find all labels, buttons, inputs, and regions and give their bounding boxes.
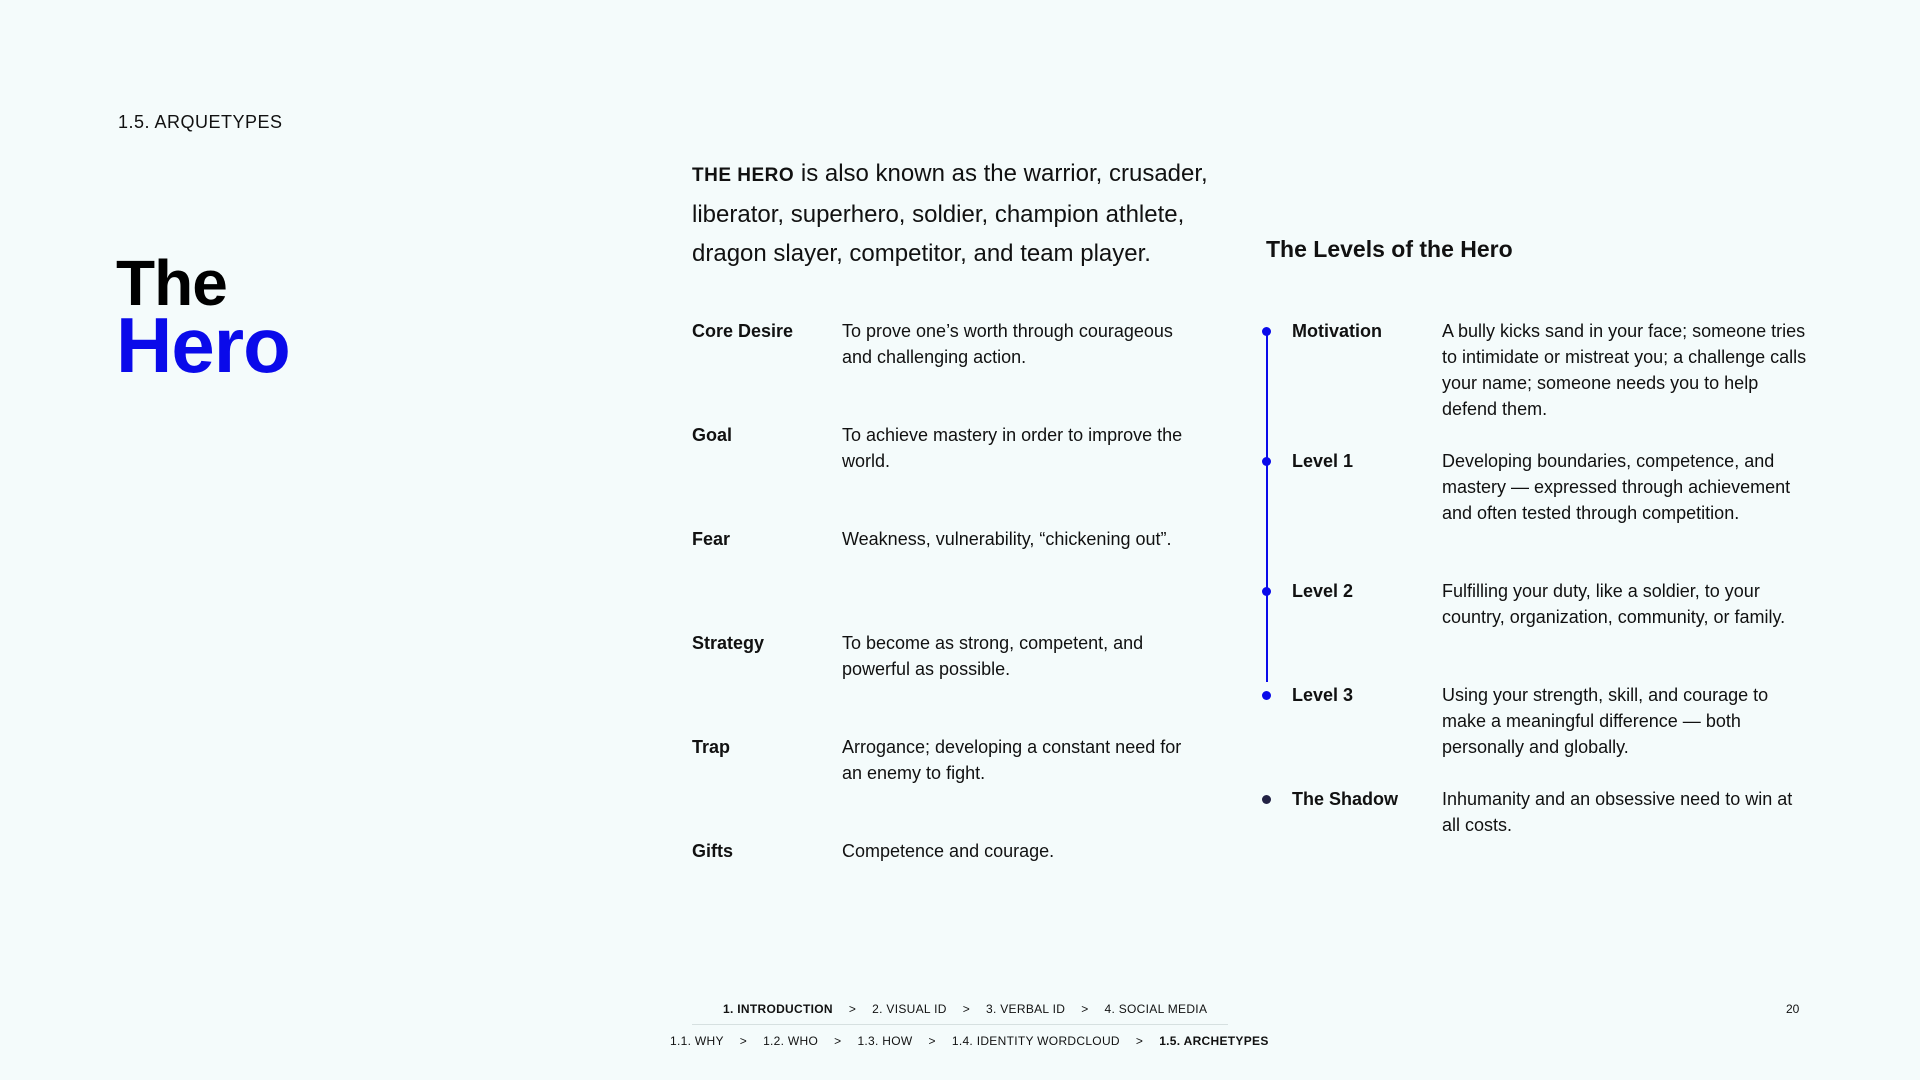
level-value: Developing boundaries, competence, and mastery — expressed through achievement and often tested through competition.: [1442, 451, 1791, 523]
timeline-dot-icon: [1262, 327, 1271, 336]
section-label: 1.5. ARQUETYPES: [118, 112, 283, 132]
nav-visual-id[interactable]: 2. VISUAL ID: [872, 1002, 947, 1016]
nav-separator: >: [848, 1002, 857, 1016]
trait-value: Competence and courage.: [842, 841, 1055, 861]
nav-separator: >: [834, 1034, 842, 1048]
trait-core-desire: [692, 318, 1212, 422]
level-value: A bully kicks sand in your face; someone tries to intimidate or mistreat you; a challenge calls your name; someone needs you to help defend them.: [1442, 321, 1807, 419]
nav-verbal-id[interactable]: 3. VERBAL ID: [986, 1002, 1066, 1016]
trait-label: Trap: [692, 737, 731, 757]
level-label: Motivation: [1292, 321, 1382, 341]
trait-value: To prove one’s worth through courageous and challenging action.: [842, 321, 1173, 367]
trait-label: Strategy: [692, 633, 765, 653]
trait-fear: [692, 526, 1212, 630]
levels-timeline: [1262, 318, 1822, 890]
timeline-dot-icon: [1262, 587, 1271, 596]
level-label: Level 2: [1292, 581, 1354, 601]
level-label: Level 3: [1292, 685, 1354, 705]
nav-social-media[interactable]: 4. SOCIAL MEDIA: [1104, 1002, 1208, 1016]
level-value: Using your strength, skill, and courage to make a meaningful difference — both personally and globally.: [1442, 685, 1769, 757]
nav-separator: >: [1081, 1002, 1089, 1016]
page-number: 20: [1786, 1002, 1800, 1016]
level-value: Inhumanity and an obsessive need to win at all costs.: [1442, 789, 1793, 835]
level-label: The Shadow: [1292, 789, 1399, 809]
nav-separator: >: [928, 1034, 936, 1048]
nav-how[interactable]: 1.3. HOW: [857, 1034, 913, 1048]
level-motivation: [1262, 318, 1822, 448]
timeline-dot-icon: [1262, 457, 1271, 466]
nav-who[interactable]: 1.2. WHO: [763, 1034, 819, 1048]
trait-gifts: [692, 838, 1212, 942]
shadow-dot-icon: [1262, 795, 1271, 804]
nav-why[interactable]: 1.1. WHY: [670, 1034, 724, 1048]
nav-separator: >: [739, 1034, 748, 1048]
trait-value: Arrogance; developing a constant need for an enemy to fight.: [842, 737, 1182, 783]
nav-divider: [692, 1024, 1228, 1025]
levels-title: The Levels of the Hero: [1266, 236, 1513, 262]
title-line-2: Hero: [116, 301, 290, 390]
trait-label: Fear: [692, 529, 731, 549]
level-shadow: [1262, 786, 1822, 890]
trait-strategy: [692, 630, 1212, 734]
trait-label: Gifts: [692, 841, 734, 861]
level-3: [1262, 682, 1822, 786]
trait-value: To achieve mastery in order to improve the world.: [842, 425, 1183, 471]
traits-list: [692, 318, 1212, 942]
secondary-nav: [670, 1034, 1269, 1048]
intro-text: is also known as the warrior, crusader, liberator, superhero, soldier, champion athlete, dragon slayer, competitor, and team player.: [692, 160, 1208, 267]
trait-value: Weakness, vulnerability, “chickening out”.: [842, 529, 1172, 549]
title-line-1: The: [116, 247, 227, 319]
nav-introduction[interactable]: 1. INTRODUCTION: [723, 1002, 833, 1016]
level-1: [1262, 448, 1822, 578]
level-value: Fulfilling your duty, like a soldier, to your country, organization, community, or family.: [1442, 581, 1786, 627]
primary-nav: [723, 1002, 1207, 1016]
trait-value: To become as strong, competent, and powerful as possible.: [842, 633, 1144, 679]
page-title: [116, 247, 290, 390]
nav-identity-wordcloud[interactable]: 1.4. IDENTITY WORDCLOUD: [951, 1034, 1120, 1048]
nav-archetypes[interactable]: 1.5. ARCHETYPES: [1159, 1034, 1269, 1048]
nav-separator: >: [962, 1002, 970, 1016]
trait-goal: [692, 422, 1212, 526]
trait-label: Core Desire: [692, 321, 794, 341]
intro-paragraph: [692, 154, 1252, 273]
level-label: Level 1: [1292, 451, 1354, 471]
level-2: [1262, 578, 1822, 682]
nav-separator: >: [1135, 1034, 1144, 1048]
intro-lead: THE HERO: [692, 165, 795, 186]
trait-label: Goal: [692, 425, 733, 445]
trait-trap: [692, 734, 1212, 838]
timeline-dot-icon: [1262, 691, 1271, 700]
